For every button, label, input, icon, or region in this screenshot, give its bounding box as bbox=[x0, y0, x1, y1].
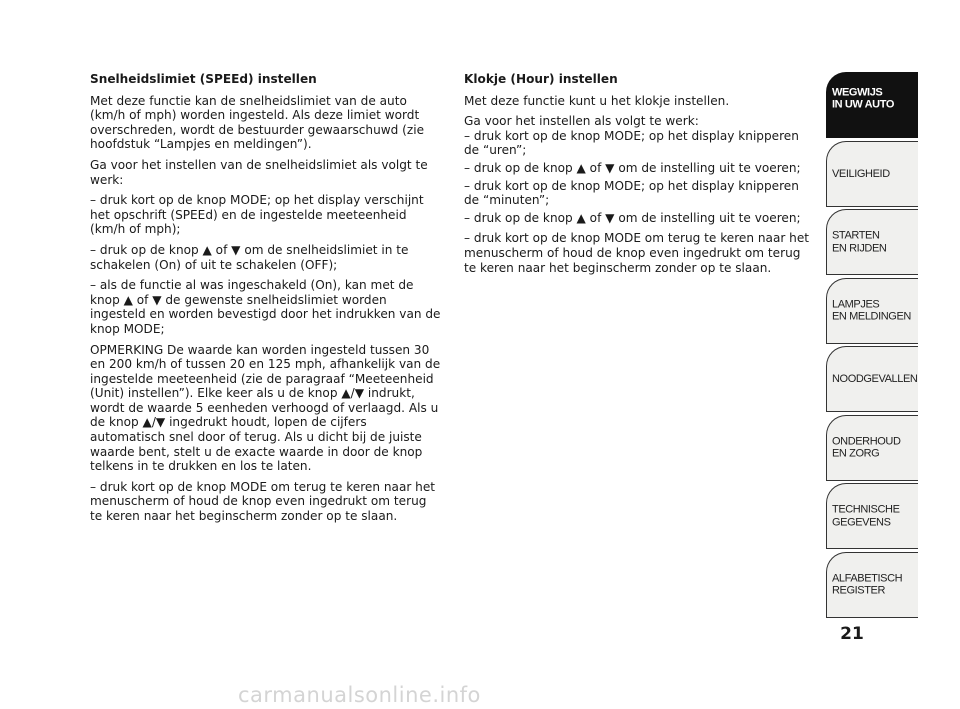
clock-heading: Klokje (Hour) instellen bbox=[464, 72, 618, 86]
paragraph: Met deze functie kan de snelheidslimiet van de auto (km/h of mph) worden ingesteld. Als deze limiet wordt overschreden, wordt de bestuurder gewaarschuwd (zie hoofdstuk “Lampjes en meldingen”). bbox=[90, 93, 425, 152]
left-column bbox=[90, 72, 442, 530]
tab-wegwijs[interactable]: WEGWIJS IN UW AUTO bbox=[826, 72, 918, 138]
tab-noodgevallen[interactable]: NOODGEVALLEN bbox=[826, 346, 918, 412]
tab-onderhoud[interactable]: ONDERHOUD EN ZORG bbox=[826, 415, 918, 481]
paragraph: OPMERKING De waarde kan worden ingesteld tussen 30 en 200 km/h of tussen 20 en 125 mph, afhankelijk van de ingestelde meeteenheid (zie de paragraaf “Meeteenheid (Unit) instellen”). Elke keer als u de knop ▲/▼ indrukt, wordt de waarde 5 eenheden verhoogd of verlaagd. Als u de knop ▲/▼ ingedrukt houdt, lopen de cijfers automatisch snel door of terug. Als u dicht bij de juiste waarde bent, stelt u de exacte waarde in door de knop telkens in te drukken en los te laten. bbox=[90, 342, 441, 474]
tab-veiligheid[interactable]: VEILIGHEID bbox=[826, 141, 918, 207]
paragraph: Ga voor het instellen van de snelheidslimiet als volgt te werk: bbox=[90, 157, 428, 187]
tab-lampjes[interactable]: LAMPJES EN MELDINGEN bbox=[826, 278, 918, 344]
paragraph: – druk op de knop ▲ of ▼ om de snelheidslimiet in te schakelen (On) of uit te schakelen (OFF); bbox=[90, 242, 409, 272]
paragraph: – druk kort op de knop MODE om terug te keren naar het menuscherm of houd de knop even ingedrukt om terug te keren naar het beginscherm zonder op te slaan. bbox=[464, 231, 810, 275]
tab-alfabetisch[interactable]: ALFABETISCH REGISTER bbox=[826, 552, 918, 618]
paragraph: – druk kort op de knop MODE om terug te keren naar het menuscherm of houd de knop even ingedrukt om terug te keren naar het beginscherm zonder op te slaan. bbox=[90, 479, 436, 524]
paragraph: – druk op de knop ▲ of ▼ om de instelling uit te voeren; bbox=[464, 160, 801, 175]
chapter-tabs bbox=[826, 72, 918, 620]
speed-limit-heading: Snelheidslimiet (SPEEd) instellen bbox=[90, 72, 317, 86]
watermark: carmanualsonline.info bbox=[238, 683, 481, 707]
paragraph: – als de functie al was ingeschakeld (On), kan met de knop ▲ of ▼ de gewenste snelheidslimiet worden ingesteld en worden bevestigd door het indrukken van de knop MODE; bbox=[90, 278, 441, 336]
page-number: 21 bbox=[840, 624, 864, 644]
tab-technische[interactable]: TECHNISCHE GEGEVENS bbox=[826, 483, 918, 549]
paragraph: – druk kort op de knop MODE; op het display verschijnt het opschrift (SPEEd) en de ingestelde meeteenheid (km/h of mph); bbox=[90, 193, 424, 237]
paragraph: Ga voor het instellen als volgt te werk: – druk kort op de knop MODE; op het display knipperen de “uren”; bbox=[464, 114, 799, 158]
paragraph: Met deze functie kunt u het klokje instellen. bbox=[464, 93, 730, 108]
right-column bbox=[464, 72, 814, 281]
paragraph: – druk kort op de knop MODE; op het display knipperen de “minuten”; bbox=[464, 178, 799, 208]
tab-starten[interactable]: STARTEN EN RIJDEN bbox=[826, 209, 918, 275]
paragraph: – druk op de knop ▲ of ▼ om de instelling uit te voeren; bbox=[464, 210, 801, 225]
